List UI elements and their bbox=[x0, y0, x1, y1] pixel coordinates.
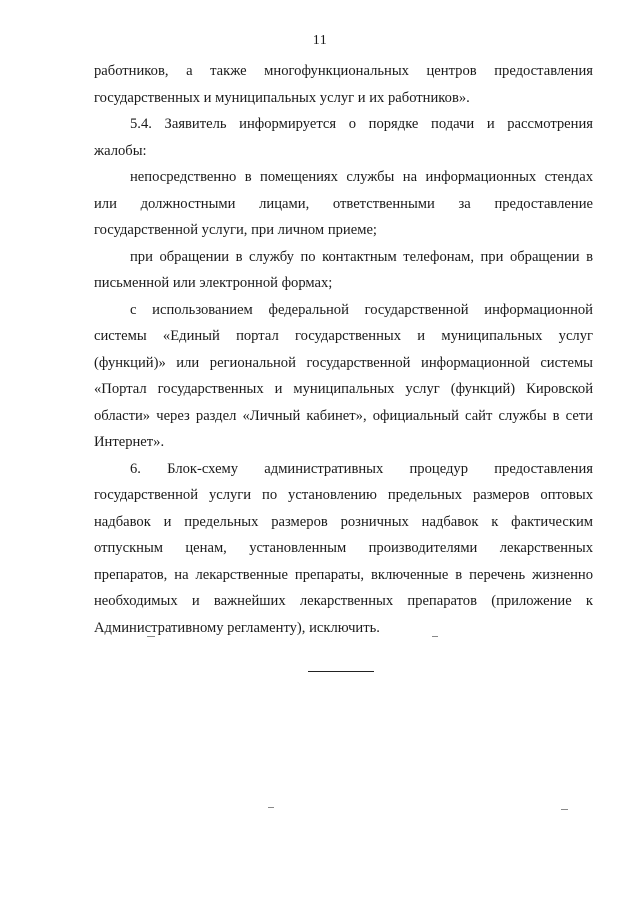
text-line: жалобы: bbox=[94, 142, 147, 159]
text-line: надбавок и предельных размеров розничных надбавок к фактическим bbox=[94, 513, 593, 530]
text-line: непосредственно в помещениях службы на информационных стендах bbox=[130, 169, 593, 185]
text-line: системы «Единый портал государственных и муниципальных услуг bbox=[94, 328, 593, 344]
document-body bbox=[94, 58, 593, 641]
text-line: Административному регламенту), исключить. bbox=[94, 619, 380, 636]
text-line: или должностными лицами, ответственными за предоставление bbox=[94, 195, 593, 212]
page-number: 11 bbox=[312, 33, 328, 48]
scan-speck bbox=[268, 807, 274, 808]
scan-speck bbox=[432, 636, 438, 637]
text-line: с использованием федеральной государственной информационной bbox=[130, 301, 593, 318]
text-line: письменной или электронной формах; bbox=[94, 275, 333, 291]
text-line: 5.4. Заявитель информируется о порядке подачи и рассмотрения bbox=[130, 116, 593, 132]
end-divider bbox=[308, 671, 374, 672]
scan-speck bbox=[147, 636, 155, 637]
text-line: области» через раздел «Личный кабинет», официальный сайт службы в сети bbox=[94, 407, 593, 424]
text-line: препаратов, на лекарственные препараты, включенные в перечень жизненно bbox=[94, 566, 593, 583]
text-line: 6. Блок-схему административных процедур предоставления bbox=[130, 460, 593, 477]
text-line: необходимых и важнейших лекарственных препаратов (приложение к bbox=[94, 593, 593, 609]
text-line: Интернет». bbox=[94, 434, 165, 450]
text-line: «Портал государственных и муниципальных услуг (функций) Кировской bbox=[94, 381, 593, 397]
text-line: отпускным ценам, установленным производителями лекарственных bbox=[94, 540, 593, 556]
text-line: государственных и муниципальных услуг и их работников». bbox=[94, 89, 470, 106]
text-line: работников, а также многофункциональных центров предоставления bbox=[94, 63, 593, 79]
text-line: государственной услуги по установлению предельных размеров оптовых bbox=[94, 487, 593, 503]
text-line: государственной услуги, при личном приеме; bbox=[94, 222, 377, 238]
scan-speck bbox=[561, 809, 568, 810]
text-line: при обращении в службу по контактным телефонам, при обращении в bbox=[130, 248, 593, 265]
text-line: (функций)» или региональной государственной информационной системы bbox=[94, 354, 593, 371]
